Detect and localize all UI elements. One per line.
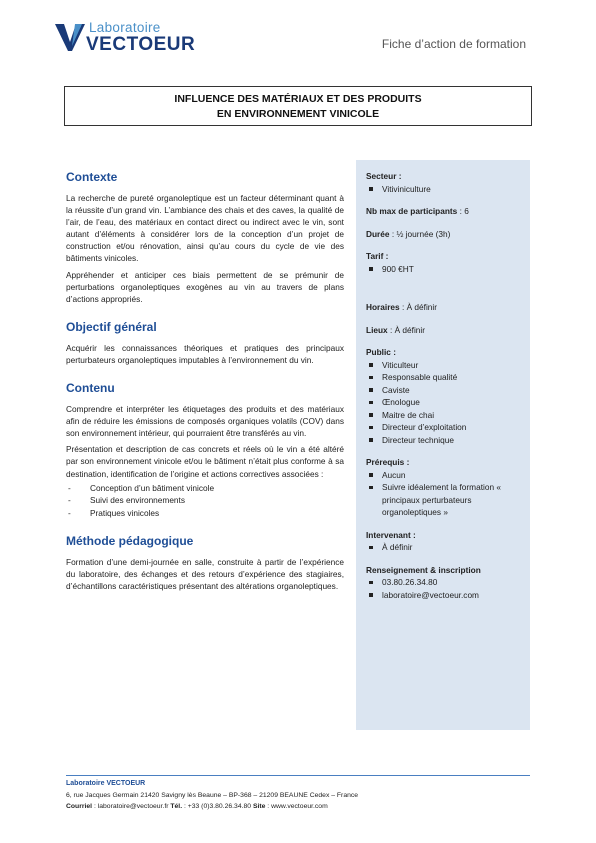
main-column: [66, 170, 344, 592]
contenu-paragraph-2: Présentation et description de cas concrets et réels où le vin a été altéré par son environnement vinicole et/ou le bâtiment n’était plus conforme à sa destination, identification de l’origine et actions correctives associées :: [66, 444, 344, 479]
title-line-1: INFLUENCE DES MATÉRIAUX ET DES PRODUITS: [174, 93, 422, 105]
horaires-row: [366, 301, 520, 314]
duree-label: Durée: [366, 228, 390, 239]
participants-row: [366, 205, 520, 218]
list-item: Directeur technique: [366, 434, 520, 447]
public-list: [366, 359, 520, 447]
footer-site-label: Site: [252, 803, 266, 810]
info-sidebar: [356, 160, 530, 730]
objectif-paragraph: Acquérir les connaissances théoriques et pratiques des principaux perturbateurs organoleptiques imputables à l’environnement du vin.: [66, 342, 344, 365]
participants-label: Nb max de participants: [366, 206, 458, 216]
list-item: Vitiviniculture: [366, 183, 520, 196]
list-item: Caviste: [366, 384, 520, 397]
secteur-list: [366, 183, 520, 196]
footer-address: 6, rue Jacques Germain 21420 Savigny lès Beaune – BP-368 – 21209 BEAUNE Cedex – France: [66, 792, 359, 799]
tarif-label: Tarif :: [366, 251, 389, 261]
contenu-heading: Contenu: [66, 381, 115, 396]
duree-value: : ½ journée (3h): [389, 228, 451, 239]
intervenant-list: [366, 541, 520, 554]
footer-tel-value[interactable]: : +33 (0)3.80.26.34.80: [182, 803, 253, 810]
contact-label: Renseignement & inscription: [366, 564, 481, 575]
list-item: Directeur d’exploitation: [366, 421, 520, 434]
footer-tel-label: Tél.: [170, 803, 183, 810]
horaires-value: : À définir: [399, 302, 438, 312]
phone-number[interactable]: 03.80.26.34.80: [366, 576, 520, 589]
tarif-list: [366, 263, 520, 276]
list-item: - Pratiques vinicoles: [66, 507, 344, 520]
list-item: - Suivi des environnements: [66, 494, 344, 507]
list-item: Œnologue: [366, 396, 520, 409]
list-item: 900 €HT: [366, 263, 520, 276]
logo-name: VECTOEUR: [86, 34, 196, 55]
page-footer: [66, 775, 530, 812]
company-logo: [55, 14, 235, 58]
list-item: Aucun: [366, 469, 520, 482]
contexte-paragraph-1: La recherche de pureté organoleptique est un facteur déterminant quant à la réussite d’un grand vin. L’ambiance des chais et des caves, la qualité de l’air, de l’eau, des matériaux en contact direct ou indirect avec le vin, sont autant d’éléments à considérer lors de la conception d’un projet de construction et/ou rénovation, ainsi qu’au cours du cycle de vie des bâtiments vinicoles.: [66, 193, 344, 264]
list-item: Responsable qualité: [366, 371, 520, 384]
lieux-row: [366, 324, 520, 337]
list-item: Suivre idéalement la formation « principaux perturbateurs organoleptiques »: [366, 481, 520, 519]
logo-subtitle: Laboratoire: [89, 20, 161, 35]
list-item: - Conception d’un bâtiment vinicole: [66, 482, 344, 495]
lieux-label: Lieux: [366, 324, 388, 335]
vectoeur-v-icon: [55, 22, 85, 52]
contexte-paragraph-2: Appréhender et anticiper ces biais permettent de se prémunir de perturbations organoleptiques exogènes au vin au travers de plans d’actions appropriés.: [66, 269, 344, 304]
document-type: Fiche d’action de formation: [381, 37, 526, 51]
footer-courriel-label: Courriel: [66, 803, 93, 810]
objectif-heading: Objectif général: [66, 319, 157, 334]
contexte-heading: Contexte: [66, 170, 118, 184]
methode-paragraph: Formation d’une demi-journée en salle, construite à partir de l’expérience du laboratoire, des échanges et des retours d’expérience des stagiaires, d’échantillons caractéristiques présentant des altérations organoleptiques.: [66, 557, 344, 592]
contenu-list: [66, 482, 344, 520]
public-label: Public :: [366, 347, 396, 357]
participants-value: : 6: [457, 206, 469, 216]
horaires-label: Horaires: [366, 302, 400, 312]
list-item: Viticulteur: [366, 359, 520, 372]
footer-company-name: Laboratoire VECTOEUR: [66, 780, 146, 787]
lieux-value: : À définir: [387, 324, 426, 335]
intervenant-label: Intervenant :: [366, 529, 416, 540]
footer-contact-line: [66, 801, 530, 812]
footer-courriel-value[interactable]: : laboratoire@vectoeur.fr: [92, 803, 171, 810]
list-item: À définir: [366, 541, 520, 554]
methode-heading: Méthode pédagogique: [66, 534, 194, 549]
contenu-paragraph-1: Comprendre et interpréter les étiquetages des produits et des matériaux afin de réduire les émissions de composés organiques volatils (COV) dans son environnement intérieur, qui pourraient être transférés au vin.: [66, 404, 344, 439]
footer-site-value[interactable]: : www.vectoeur.com: [265, 803, 328, 810]
email-link[interactable]: laboratoire@vectoeur.com: [366, 589, 520, 602]
prerequis-label: Prérequis :: [366, 457, 410, 467]
list-item: Maitre de chai: [366, 409, 520, 422]
title-line-2: EN ENVIRONNEMENT VINICOLE: [216, 108, 380, 120]
contact-list: [366, 576, 520, 601]
secteur-label: Secteur :: [366, 171, 402, 181]
prerequis-list: [366, 469, 520, 519]
title-box: [64, 86, 532, 126]
duree-row: [366, 228, 520, 241]
